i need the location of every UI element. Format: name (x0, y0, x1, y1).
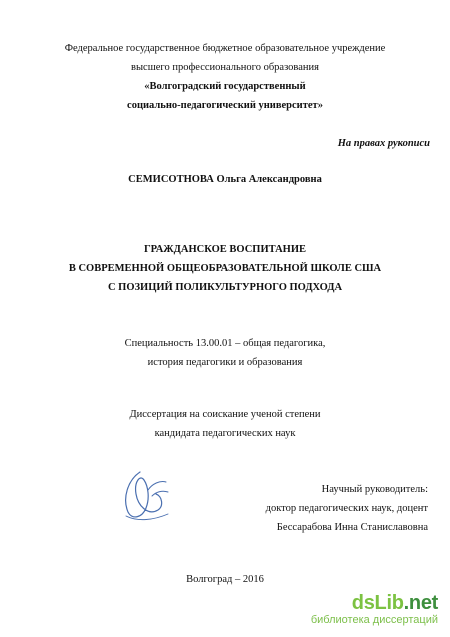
thesis-title-line-1: ГРАЖДАНСКОЕ ВОСПИТАНИЕ (143, 244, 307, 255)
supervisor-credentials: доктор педагогических наук, доцент (265, 503, 428, 514)
watermark-logo-part-1: dsLib (351, 592, 404, 614)
specialty-line-1: Специальность 13.00.01 – общая педагогика, (124, 338, 326, 349)
city-year: Волгоград – 2016 (186, 574, 264, 585)
specialty-line-2: история педагогики и образования (147, 357, 303, 368)
watermark-logo (311, 592, 438, 614)
institution-line-1: Федеральное государственное бюджетное образовательное учреждение (64, 43, 386, 54)
supervisor-name: Бессарабова Инна Станиславовна (276, 522, 428, 533)
author-name: СЕМИСОТНОВА Ольга Александровна (128, 174, 322, 185)
degree-line-1: Диссертация на соискание ученой степени (129, 409, 321, 420)
institution-name-line-1: «Волгоградский государственный (144, 81, 306, 92)
supervisor-label: Научный руководитель: (321, 484, 428, 495)
manuscript-rights-note: На правах рукописи (337, 138, 430, 149)
watermark-subtitle: библиотека диссертаций (310, 614, 438, 626)
institution-line-2: высшего профессионального образования (131, 62, 319, 73)
watermark-logo-part-2: .net (403, 592, 438, 614)
thesis-title-line-3: С ПОЗИЦИЙ ПОЛИКУЛЬТУРНОГО ПОДХОДА (107, 282, 343, 293)
institution-name-line-2: социально-педагогический университет» (127, 100, 323, 111)
thesis-title-line-2: В СОВРЕМЕННОЙ ОБЩЕОБРАЗОВАТЕЛЬНОЙ ШКОЛЕ США (68, 263, 382, 274)
degree-line-2: кандидата педагогических наук (154, 428, 296, 439)
dslib-watermark (311, 592, 438, 627)
handwritten-signature (118, 466, 174, 524)
